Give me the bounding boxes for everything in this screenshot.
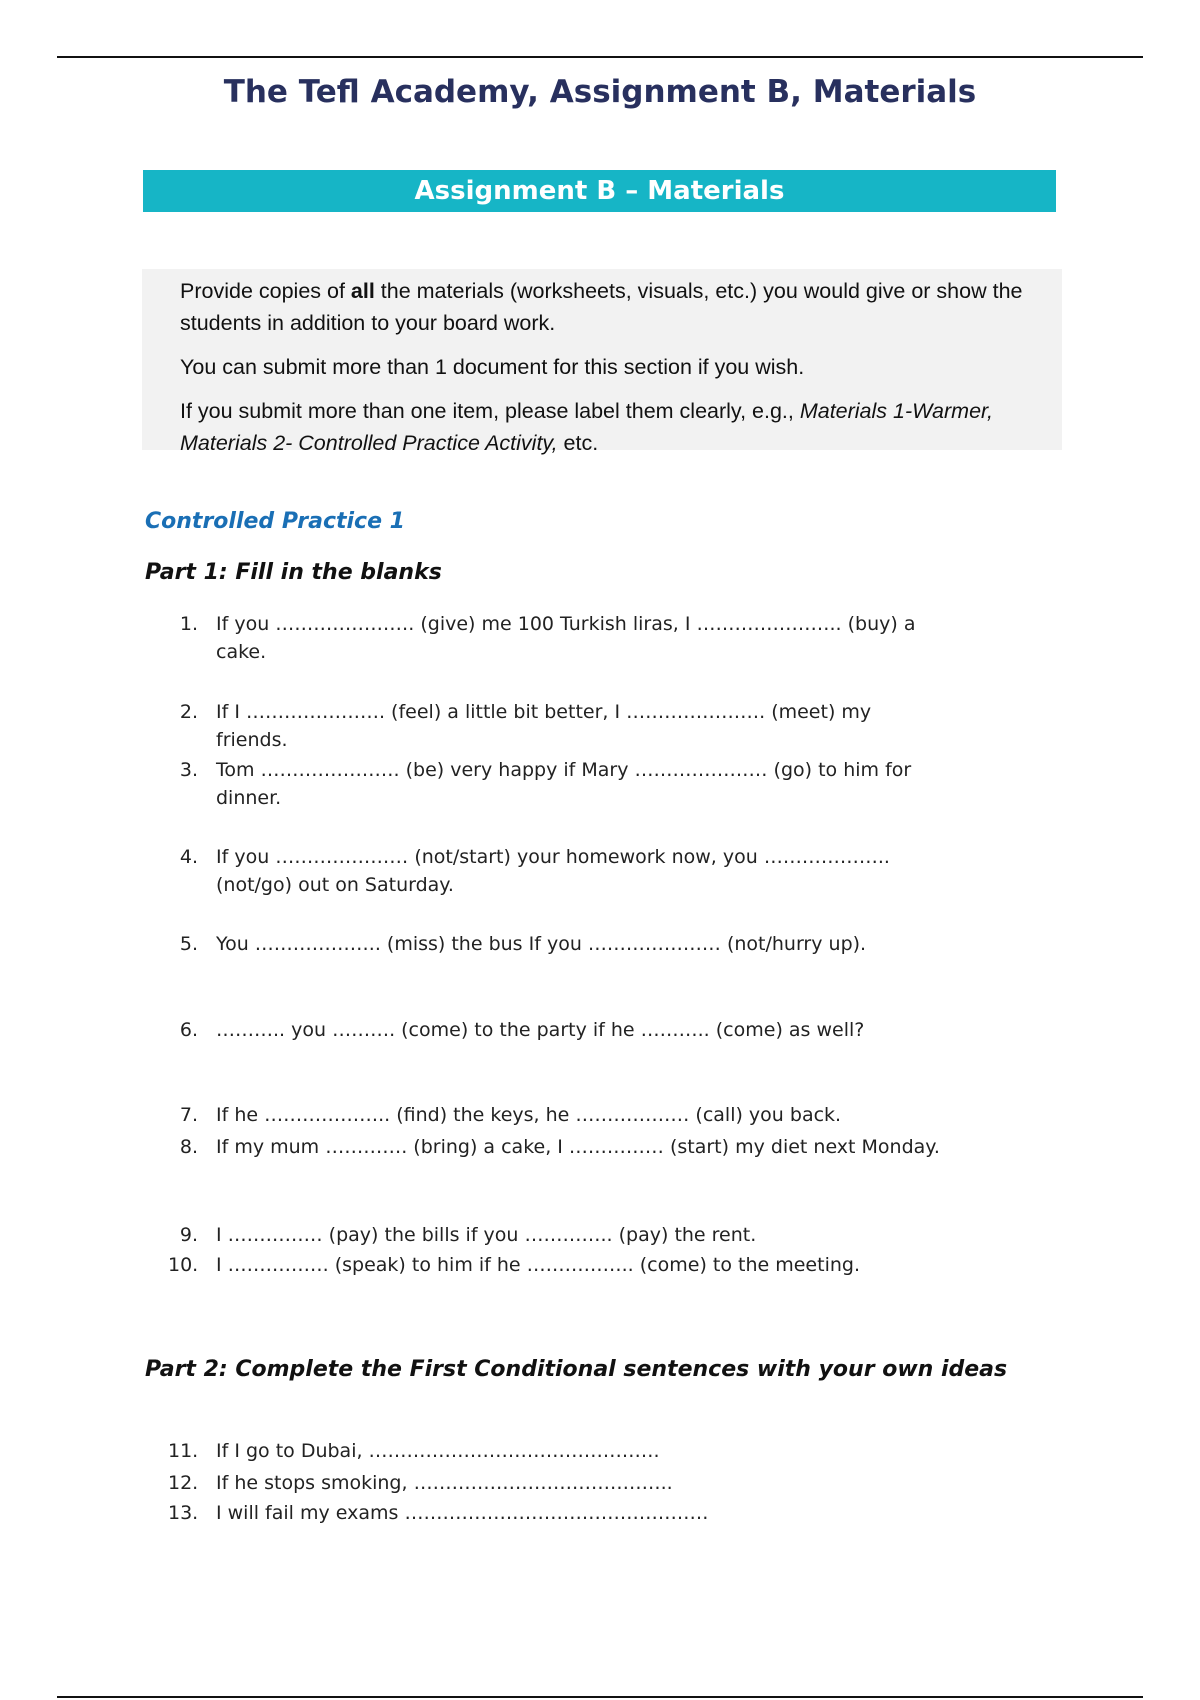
item-text: ……….. you ………. (come) to the party if he ……….. (come) as well? <box>216 1019 865 1041</box>
instruction-paragraph-3: If you submit more than one item, please label them clearly, e.g., Materials 1-Warmer, Materials 2- Controlled Practice Activity, etc. <box>180 399 993 455</box>
item-number: 7. <box>179 1104 198 1126</box>
section-banner: Assignment B – Materials <box>143 170 1056 212</box>
item-text: If my mum …………. (bring) a cake, I …………… (start) my diet next Monday. <box>216 1136 940 1158</box>
item-number: 11. <box>168 1440 199 1462</box>
item-text: If I …………………. (feel) a little bit better, I …………………. (meet) my friends. <box>216 701 872 751</box>
item-text: You ……………….. (miss) the bus If you ………………… (not/hurry up). <box>216 933 867 955</box>
emphasis-all: all <box>350 279 375 303</box>
item-text: If he ……………….. (find) the keys, he ……………… (call) you back. <box>216 1104 842 1126</box>
item-number: 8. <box>179 1136 198 1158</box>
item-text: I ……………. (speak) to him if he …………….. (come) to the meeting. <box>216 1254 860 1276</box>
top-rule <box>57 56 1143 58</box>
item-number: 4. <box>179 846 198 868</box>
item-text: If I go to Dubai, ………………………………………. <box>216 1440 660 1462</box>
item-number: 10. <box>168 1254 199 1276</box>
item-number: 13. <box>168 1502 199 1524</box>
item-text: If he stops smoking, ………………………………….. <box>216 1472 673 1494</box>
item-text: I will fail my exams ………………………………………… <box>216 1502 709 1524</box>
instruction-paragraph-2: You can submit more than 1 document for this section if you wish. <box>180 355 805 379</box>
instructions-box <box>142 269 1062 455</box>
document-title: The Tefl Academy, Assignment B, Materials <box>223 74 977 110</box>
part2-heading: Part 2: Complete the First Conditional sentences with your own ideas <box>145 1357 1008 1382</box>
item-number: 3. <box>179 759 198 781</box>
item-number: 2. <box>179 701 198 723</box>
item-number: 1. <box>179 613 198 635</box>
item-number: 6. <box>179 1019 198 1041</box>
section-heading: Controlled Practice 1 <box>145 509 405 534</box>
item-number: 5. <box>179 933 198 955</box>
item-number: 12. <box>168 1472 199 1494</box>
label-examples: Materials 1-Warmer, Materials 2- Controlled Practice Activity, <box>180 399 993 455</box>
item-text: If you ………………… (not/start) your homework now, you ……………….. (not/go) out on Saturday. <box>216 846 890 896</box>
part1-heading: Part 1: Fill in the blanks <box>145 560 442 585</box>
item-text: Tom …………………. (be) very happy if Mary ………………… (go) to him for dinner. <box>216 759 912 809</box>
bottom-rule <box>57 1696 1143 1698</box>
item-text: If you …………………. (give) me 100 Turkish liras, I ………………….. (buy) a cake. <box>216 613 916 663</box>
item-text: I …………… (pay) the bills if you ………….. (pay) the rent. <box>216 1224 757 1246</box>
instruction-paragraph-1: Provide copies of all the materials (worksheets, visuals, etc.) you would give or show the students in addition to your board work. <box>180 279 1023 335</box>
item-number: 9. <box>179 1224 198 1246</box>
